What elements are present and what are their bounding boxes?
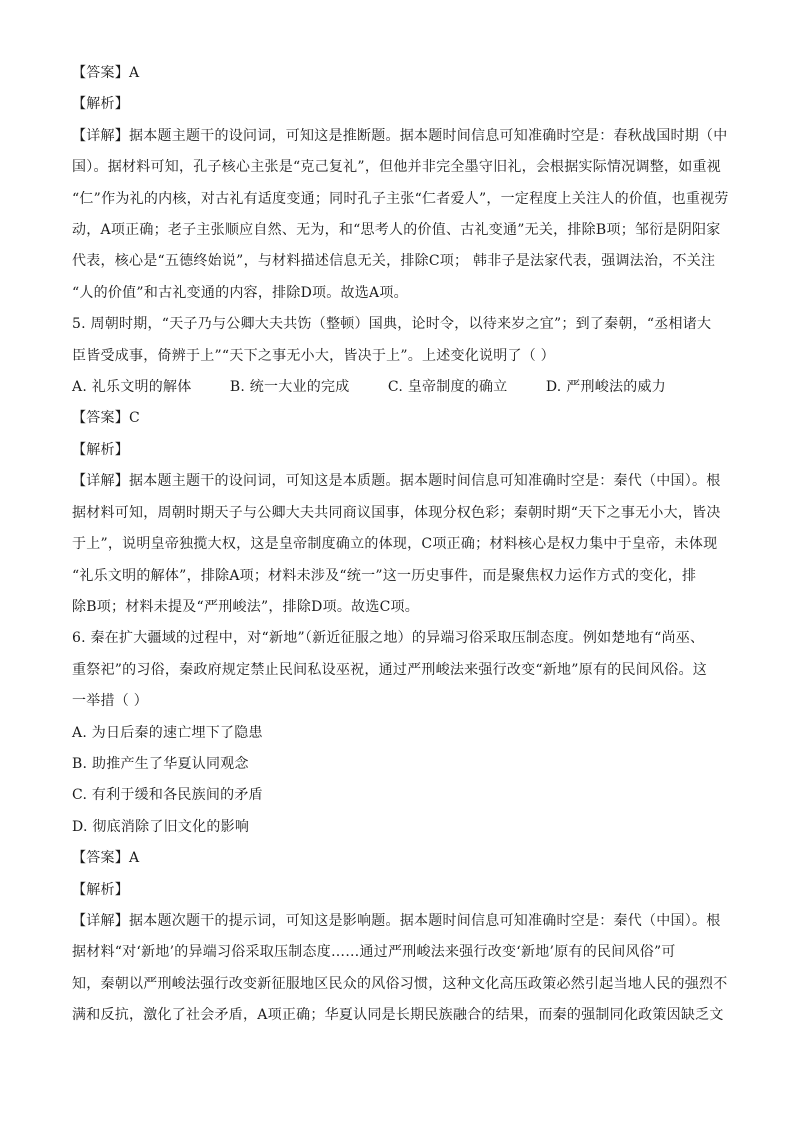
q6-detail-line: 知，秦朝以严刑峻法强行改变新征服地区民众的风俗习惯，这种文化高压政策必然引起当地人民的强烈不 <box>72 975 728 992</box>
q6-stem-line: 6. 秦在扩大疆域的过程中，对“新地”（新近征服之地）的异端习俗采取压制态度。例如楚地有“尚巫、 <box>72 630 705 647</box>
q6-option-c: C. 有利于缓和各民族间的矛盾 <box>72 787 263 804</box>
q4-answer: 【答案】A <box>72 65 140 81</box>
q5-option-b: B. 统一大业的完成 <box>229 379 350 396</box>
q5-option-c: C. 皇帝制度的确立 <box>387 379 508 396</box>
q5-option-a: A. 礼乐文明的解体 <box>72 379 192 396</box>
q4-detail-line: 代表，核心是“五德终始说”，与材料描述信息无关，排除C项； 韩非子是法家代表，强调法治，不关注 <box>72 253 716 270</box>
q6-detail-line: 据材料“对‘新地’的异端习俗采取压制态度……通过严刑峻法来强行改变‘新地’原有的民间风俗”可 <box>72 944 676 961</box>
q4-detail-line: “人的价值”和古礼变通的内容，排除D项。故选A项。 <box>72 284 408 301</box>
q5-answer: 【答案】C <box>72 410 140 427</box>
q6-answer: 【答案】A <box>72 850 140 867</box>
q4-detail-line: 动，A项正确；老子主张顺应自然、无为，和“思考人的价值、古礼变通”无关，排除B项；邹衍是阴阳家 <box>72 222 721 239</box>
q5-detail-line: 据材料可知，周朝时期天子与公卿大夫共同商议国事，体现分权色彩；秦朝时期“天下之事无小大，皆决 <box>72 504 721 521</box>
q6-stem-line: 一举措（ ） <box>72 693 148 710</box>
q6-option-d: D. 彻底消除了旧文化的影响 <box>72 818 250 835</box>
q4-analysis-label: 【解析】 <box>72 96 129 113</box>
q6-option-b: B. 助推产生了华夏认同观念 <box>72 755 249 772</box>
q4-detail-line: 【详解】据本题主题干的设问词，可知这是推断题。据本题时间信息可知准确时空是：春秋战国时期（中 <box>72 127 728 144</box>
q5-stem-line: 5. 周朝时期，“天子乃与公卿大夫共饬（整顿）国典，论时令，以待来岁之宜”；到了秦朝，“丞相诸大 <box>72 316 712 333</box>
q5-option-d: D. 严刑峻法的威力 <box>545 379 666 396</box>
q5-detail-line: “礼乐文明的解体”，排除A项；材料未涉及“统一”这一历史事件，而是聚焦权力运作方式的变化，排 <box>72 567 697 584</box>
q5-options-row <box>72 372 736 403</box>
q6-stem-line: 重祭祀”的习俗，秦政府规定禁止民间私设巫祝，通过严刑峻法来强行改变“新地”原有的民间风俗。这 <box>72 661 707 678</box>
q4-detail-line: “仁”作为礼的内核，对古礼有适度变通；同时孔子主张“仁者爱人”，一定程度上关注人的价值，也重视劳 <box>72 190 729 207</box>
q5-analysis-label: 【解析】 <box>72 441 129 458</box>
q6-detail-line: 【详解】据本题次题干的提示词，可知这是影响题。据本题时间信息可知准确时空是：秦代（中国）。根 <box>72 912 721 929</box>
q6-detail-line: 满和反抗，激化了社会矛盾，A项正确；华夏认同是长期民族融合的结果，而秦的强制同化政策因缺乏文 <box>72 1007 724 1024</box>
q5-detail-line: 于上”，说明皇帝独揽大权，这是皇帝制度确立的体现，C项正确；材料核心是权力集中于皇帝，未体现 <box>72 536 718 553</box>
q6-option-a: A. 为日后秦的速亡埋下了隐患 <box>72 724 263 741</box>
q6-analysis-label: 【解析】 <box>72 881 129 898</box>
q4-detail-line: 国）。据材料可知，孔子核心主张是“克己复礼”，但他并非完全墨守旧礼，会根据实际情况调整，如重视 <box>72 159 722 176</box>
q5-detail-line: 除B项；材料未提及“严刑峻法”，排除D项。故选C项。 <box>72 598 420 615</box>
q5-detail-line: 【详解】据本题主题干的设问词，可知这是本质题。据本题时间信息可知准确时空是：秦代（中国）。根 <box>72 473 721 490</box>
q5-stem-line: 臣皆受成事，倚辨于上”“天下之事无小大，皆决于上”。上述变化说明了（ ） <box>72 347 555 364</box>
